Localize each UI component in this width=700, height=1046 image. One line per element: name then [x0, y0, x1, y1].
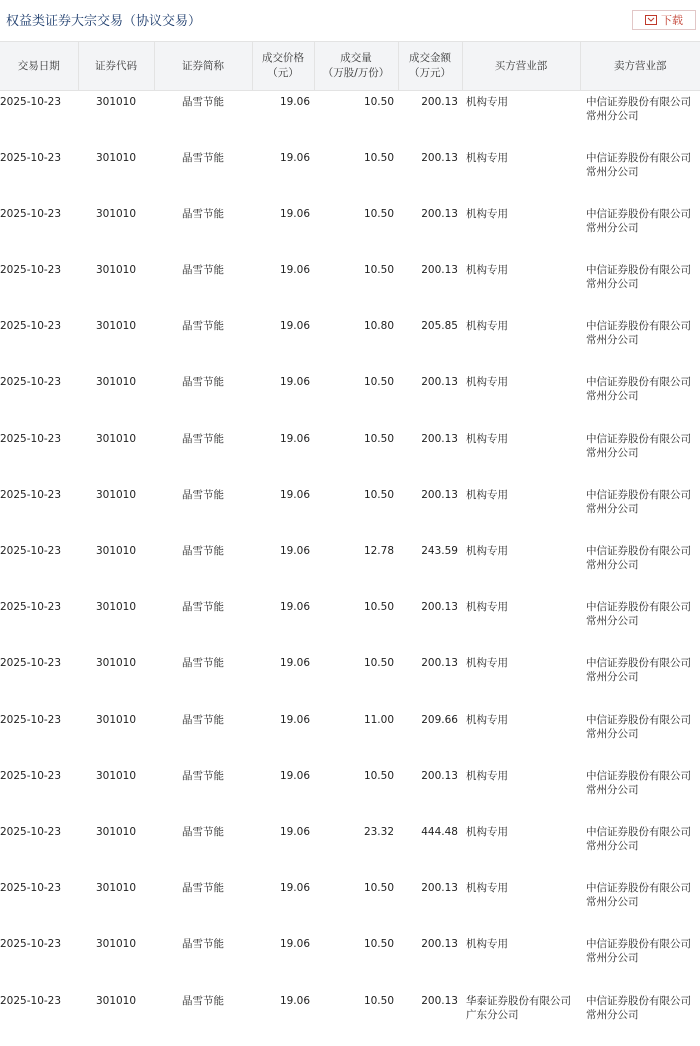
trade-volume-cell: 10.50: [363, 264, 394, 277]
trade-date-cell: 2025-10-23: [0, 601, 62, 614]
header-text: 买方营业部: [494, 59, 548, 72]
security-code-cell: 301010: [95, 320, 137, 333]
trade-volume-cell: 10.50: [363, 96, 394, 108]
download-label: 下载: [661, 14, 683, 27]
security-code-cell: 301010: [95, 545, 137, 557]
trade-price-cell: 19.06: [279, 938, 310, 951]
block-trade-table: [0, 41, 700, 1046]
trade-price-cell: 19.06: [279, 151, 310, 164]
security-name-cell: 晶雪节能: [182, 376, 224, 389]
col-buyer-header: [462, 42, 580, 91]
trade-date-cell: 2025-10-23: [0, 264, 62, 277]
trade-price-cell: 19.06: [279, 713, 310, 726]
trade-amount-cell: 200.13: [421, 432, 458, 445]
header-text: （万股/万份）: [322, 67, 390, 79]
trade-amount-cell: 200.13: [421, 207, 458, 220]
buyer-branch-cell: 机构专用: [466, 488, 508, 501]
buyer-branch-cell: 机构专用: [466, 938, 508, 951]
security-code-cell: 301010: [95, 264, 137, 277]
trade-price-cell: 19.06: [279, 488, 310, 501]
buyer-branch-cell: 机构专用: [466, 657, 508, 670]
trade-amount-cell: 200.13: [421, 376, 458, 389]
table-row: [0, 765, 700, 821]
seller-branch-cell: 中信证券股份有限公司常州分公司: [586, 994, 691, 1021]
trade-date-cell: 2025-10-23: [0, 320, 62, 333]
page-header: [0, 0, 700, 40]
table-row: [0, 596, 700, 652]
security-name-cell: 晶雪节能: [182, 994, 224, 1007]
buyer-branch-cell: 机构专用: [466, 264, 508, 277]
col-security-name-header: [154, 42, 252, 91]
table-header-row: [0, 42, 700, 91]
trade-volume-cell: 10.50: [363, 769, 394, 782]
table-row: [0, 821, 700, 877]
table-row: [0, 259, 700, 315]
trade-volume-cell: 11.00: [363, 713, 394, 726]
header-text: （万元）: [409, 67, 451, 79]
security-code-cell: 301010: [95, 488, 137, 501]
seller-branch-cell: 中信证券股份有限公司常州分公司: [586, 825, 691, 852]
trade-date-cell: 2025-10-23: [0, 769, 62, 782]
trade-price-cell: 19.06: [279, 545, 310, 557]
seller-branch-cell: 中信证券股份有限公司常州分公司: [586, 376, 691, 403]
header-text: 成交价格: [262, 52, 304, 64]
table-row: [0, 91, 700, 147]
trade-amount-cell: 243.59: [421, 545, 458, 557]
security-code-cell: 301010: [95, 994, 137, 1007]
col-trade-date-header: [0, 42, 78, 91]
security-code-cell: 301010: [95, 938, 137, 951]
trade-price-cell: 19.06: [279, 320, 310, 333]
security-code-cell: 301010: [95, 96, 137, 108]
seller-branch-cell: 中信证券股份有限公司常州分公司: [586, 545, 691, 571]
table-row: [0, 371, 700, 427]
buyer-branch-cell: 机构专用: [466, 151, 508, 164]
security-code-cell: 301010: [95, 882, 137, 895]
trade-volume-cell: 10.50: [363, 994, 394, 1007]
trade-date-cell: 2025-10-23: [0, 994, 62, 1007]
trade-price-cell: 19.06: [279, 376, 310, 389]
header-text: 成交量: [340, 52, 372, 64]
security-code-cell: 301010: [95, 151, 137, 164]
table-row: [0, 203, 700, 259]
trade-volume-cell: 10.50: [363, 151, 394, 164]
trade-date-cell: 2025-10-23: [0, 376, 62, 389]
security-name-cell: 晶雪节能: [182, 882, 224, 895]
security-name-cell: 晶雪节能: [182, 264, 224, 277]
col-volume-header: [314, 42, 398, 91]
table-row: [0, 147, 700, 203]
seller-branch-cell: 中信证券股份有限公司常州分公司: [586, 320, 691, 347]
trade-price-cell: 19.06: [279, 207, 310, 220]
trade-volume-cell: 10.50: [363, 488, 394, 501]
security-name-cell: 晶雪节能: [182, 151, 224, 164]
security-name-cell: 晶雪节能: [182, 657, 224, 670]
trade-date-cell: 2025-10-23: [0, 657, 62, 670]
buyer-branch-cell: 机构专用: [466, 882, 508, 895]
trade-amount-cell: 444.48: [421, 825, 458, 838]
trade-date-cell: 2025-10-23: [0, 488, 62, 501]
table-row: [0, 877, 700, 933]
security-name-cell: 晶雪节能: [182, 207, 224, 220]
buyer-branch-cell: 机构专用: [466, 545, 508, 557]
security-code-cell: 301010: [95, 713, 137, 726]
trade-amount-cell: 200.13: [421, 96, 458, 108]
col-amount-header: [398, 42, 462, 91]
trade-date-cell: 2025-10-23: [0, 96, 62, 108]
buyer-branch-cell: 华泰证券股份有限公司广东分公司: [466, 994, 571, 1021]
buyer-branch-cell: 机构专用: [466, 432, 508, 445]
security-name-cell: 晶雪节能: [182, 601, 224, 614]
trade-amount-cell: 209.66: [421, 713, 458, 726]
trade-price-cell: 19.06: [279, 882, 310, 895]
trade-amount-cell: 200.13: [421, 882, 458, 895]
trade-date-cell: 2025-10-23: [0, 207, 62, 220]
trade-amount-cell: 200.13: [421, 488, 458, 501]
col-price-header: [252, 42, 314, 91]
table-row: [0, 933, 700, 989]
header-text: 证券代码: [95, 59, 137, 72]
page-title: 权益类证券大宗交易（协议交易）: [6, 14, 202, 29]
security-code-cell: 301010: [95, 207, 137, 220]
trade-date-cell: 2025-10-23: [0, 882, 62, 895]
seller-branch-cell: 中信证券股份有限公司常州分公司: [586, 713, 691, 740]
header-text: （元）: [267, 67, 299, 79]
security-name-cell: 晶雪节能: [182, 713, 224, 726]
seller-branch-cell: 中信证券股份有限公司常州分公司: [586, 882, 691, 909]
trade-price-cell: 19.06: [279, 825, 310, 838]
trade-volume-cell: 10.50: [363, 376, 394, 389]
seller-branch-cell: 中信证券股份有限公司常州分公司: [586, 938, 691, 965]
seller-branch-cell: 中信证券股份有限公司常州分公司: [586, 264, 691, 291]
trade-volume-cell: 10.50: [363, 938, 394, 951]
trade-amount-cell: 205.85: [421, 320, 458, 333]
buyer-branch-cell: 机构专用: [466, 601, 508, 614]
buyer-branch-cell: 机构专用: [466, 320, 508, 333]
download-button[interactable]: [632, 10, 696, 30]
trade-volume-cell: 23.32: [363, 825, 394, 838]
download-icon: [645, 15, 657, 25]
header-text: 交易日期: [17, 59, 60, 72]
seller-branch-cell: 中信证券股份有限公司常州分公司: [586, 601, 691, 628]
seller-branch-cell: 中信证券股份有限公司常州分公司: [586, 151, 691, 178]
trade-amount-cell: 200.13: [421, 769, 458, 782]
trade-amount-cell: 200.13: [421, 657, 458, 670]
header-text: 证券简称: [182, 59, 224, 72]
security-name-cell: 晶雪节能: [182, 96, 224, 108]
trade-amount-cell: 200.13: [421, 938, 458, 951]
trade-amount-cell: 200.13: [421, 264, 458, 277]
trade-volume-cell: 10.80: [363, 320, 394, 333]
trade-date-cell: 2025-10-23: [0, 432, 62, 445]
trade-price-cell: 19.06: [279, 601, 310, 614]
trade-price-cell: 19.06: [279, 769, 310, 782]
table-row: [0, 990, 700, 1046]
trade-volume-cell: 12.78: [363, 545, 394, 557]
security-code-cell: 301010: [95, 601, 137, 614]
trade-price-cell: 19.06: [279, 264, 310, 277]
security-name-cell: 晶雪节能: [182, 545, 224, 557]
security-name-cell: 晶雪节能: [182, 432, 224, 445]
header-text: 卖方营业部: [614, 59, 667, 72]
trade-date-cell: 2025-10-23: [0, 713, 62, 726]
buyer-branch-cell: 机构专用: [466, 376, 508, 389]
security-name-cell: 晶雪节能: [182, 488, 224, 501]
table-row: [0, 484, 700, 540]
trade-date-cell: 2025-10-23: [0, 545, 62, 557]
trade-price-cell: 19.06: [279, 994, 310, 1007]
security-code-cell: 301010: [95, 657, 137, 670]
buyer-branch-cell: 机构专用: [466, 207, 508, 220]
buyer-branch-cell: 机构专用: [466, 769, 508, 782]
security-name-cell: 晶雪节能: [182, 938, 224, 951]
buyer-branch-cell: 机构专用: [466, 825, 508, 838]
table-row: [0, 652, 700, 708]
trade-price-cell: 19.06: [279, 432, 310, 445]
trade-volume-cell: 10.50: [363, 207, 394, 220]
trade-price-cell: 19.06: [279, 657, 310, 670]
trade-volume-cell: 10.50: [363, 432, 394, 445]
col-security-code-header: [78, 42, 154, 91]
header-text: 成交金额: [409, 52, 451, 64]
security-name-cell: 晶雪节能: [182, 320, 224, 333]
trade-date-cell: 2025-10-23: [0, 825, 62, 838]
table-row: [0, 540, 700, 596]
security-code-cell: 301010: [95, 769, 137, 782]
trade-volume-cell: 10.50: [363, 882, 394, 895]
seller-branch-cell: 中信证券股份有限公司常州分公司: [586, 657, 691, 684]
seller-branch-cell: 中信证券股份有限公司常州分公司: [586, 432, 691, 459]
trade-date-cell: 2025-10-23: [0, 938, 62, 951]
trade-price-cell: 19.06: [279, 96, 310, 108]
trade-date-cell: 2025-10-23: [0, 151, 62, 164]
security-code-cell: 301010: [95, 825, 137, 838]
buyer-branch-cell: 机构专用: [466, 713, 508, 726]
security-code-cell: 301010: [95, 376, 137, 389]
table-row: [0, 315, 700, 371]
security-code-cell: 301010: [95, 432, 137, 445]
table-row: [0, 709, 700, 765]
seller-branch-cell: 中信证券股份有限公司常州分公司: [586, 96, 691, 122]
buyer-branch-cell: 机构专用: [466, 96, 508, 108]
security-name-cell: 晶雪节能: [182, 825, 224, 838]
security-name-cell: 晶雪节能: [182, 769, 224, 782]
col-seller-header: [580, 42, 700, 91]
trade-amount-cell: 200.13: [421, 151, 458, 164]
seller-branch-cell: 中信证券股份有限公司常州分公司: [586, 769, 691, 796]
seller-branch-cell: 中信证券股份有限公司常州分公司: [586, 207, 691, 234]
seller-branch-cell: 中信证券股份有限公司常州分公司: [586, 488, 691, 515]
trade-volume-cell: 10.50: [363, 601, 394, 614]
trade-amount-cell: 200.13: [421, 601, 458, 614]
trade-amount-cell: 200.13: [421, 994, 458, 1007]
table-row: [0, 428, 700, 484]
trade-volume-cell: 10.50: [363, 657, 394, 670]
